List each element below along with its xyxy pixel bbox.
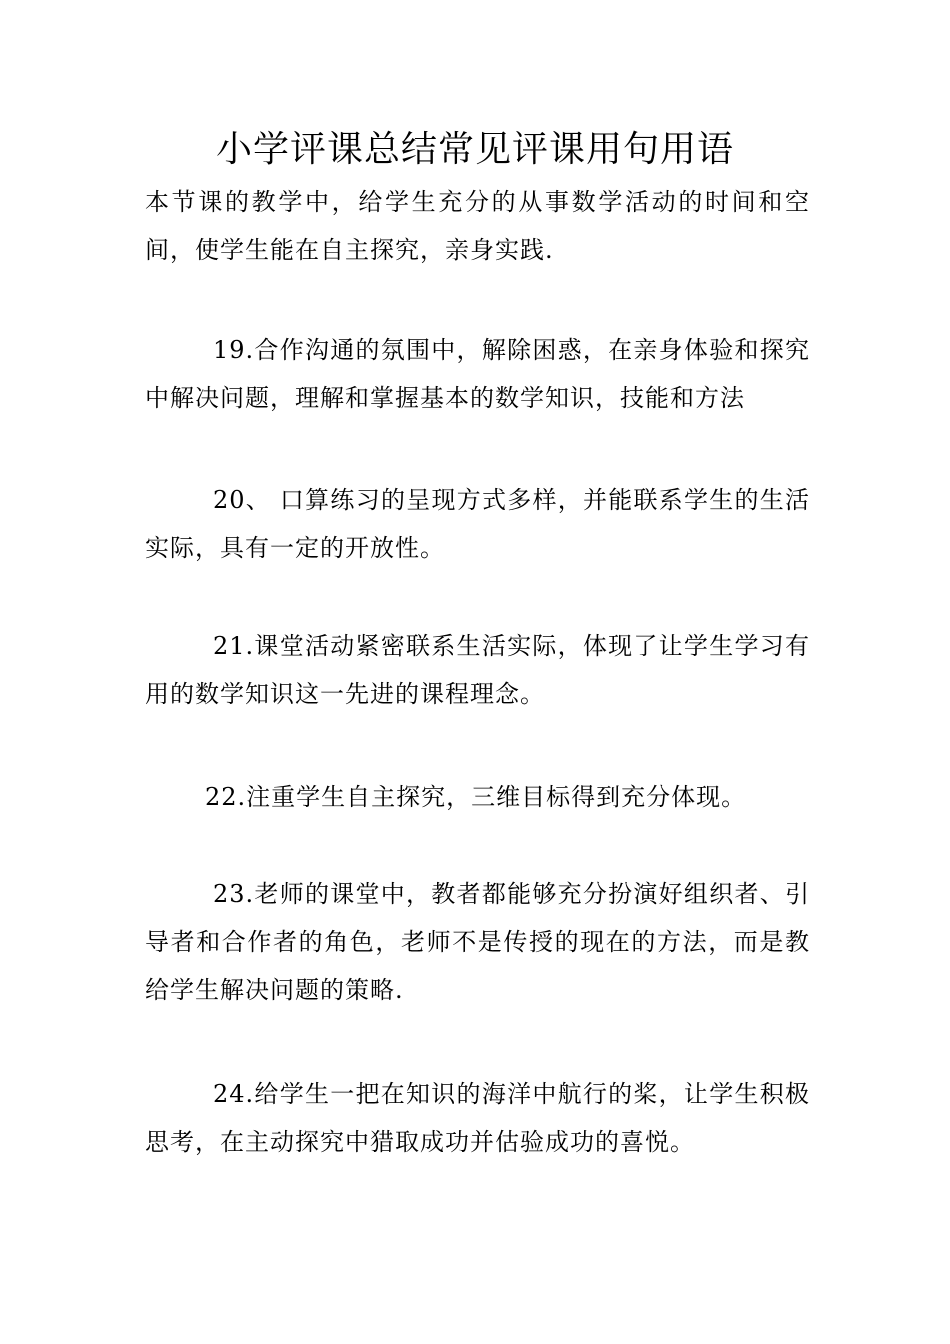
paragraph-24: 24.给学生一把在知识的海洋中航行的桨，让学生积极思考，在主动探究中猎取成功并估验成功的喜悦。 — [145, 1080, 810, 1156]
paragraph-21: 21.课堂活动紧密联系生活实际，体现了让学生学习有用的数学知识这一先进的课程理念。 — [145, 632, 810, 708]
page-title: 小学评课总结常见评课用句用语 — [215, 129, 734, 170]
paragraph-20: 20、 口算练习的呈现方式多样，并能联系学生的生活实际，具有一定的开放性。 — [145, 486, 810, 562]
paragraph-23: 23.老师的课堂中，教者都能够充分扮演好组织者、引导者和合作者的角色，老师不是传授的现在的方法，而是教给学生解决问题的策略. — [145, 880, 810, 1004]
paragraph-22: 22.注重学生自主探究，三维目标得到充分体现。 — [205, 783, 747, 811]
paragraph-19: 19.合作沟通的氛围中，解除困惑，在亲身体验和探究中解决问题，理解和掌握基本的数学知识，技能和方法 — [145, 336, 810, 412]
paragraph-intro: 本节课的教学中，给学生充分的从事数学活动的时间和空间，使学生能在自主探究，亲身实践. — [145, 188, 810, 264]
